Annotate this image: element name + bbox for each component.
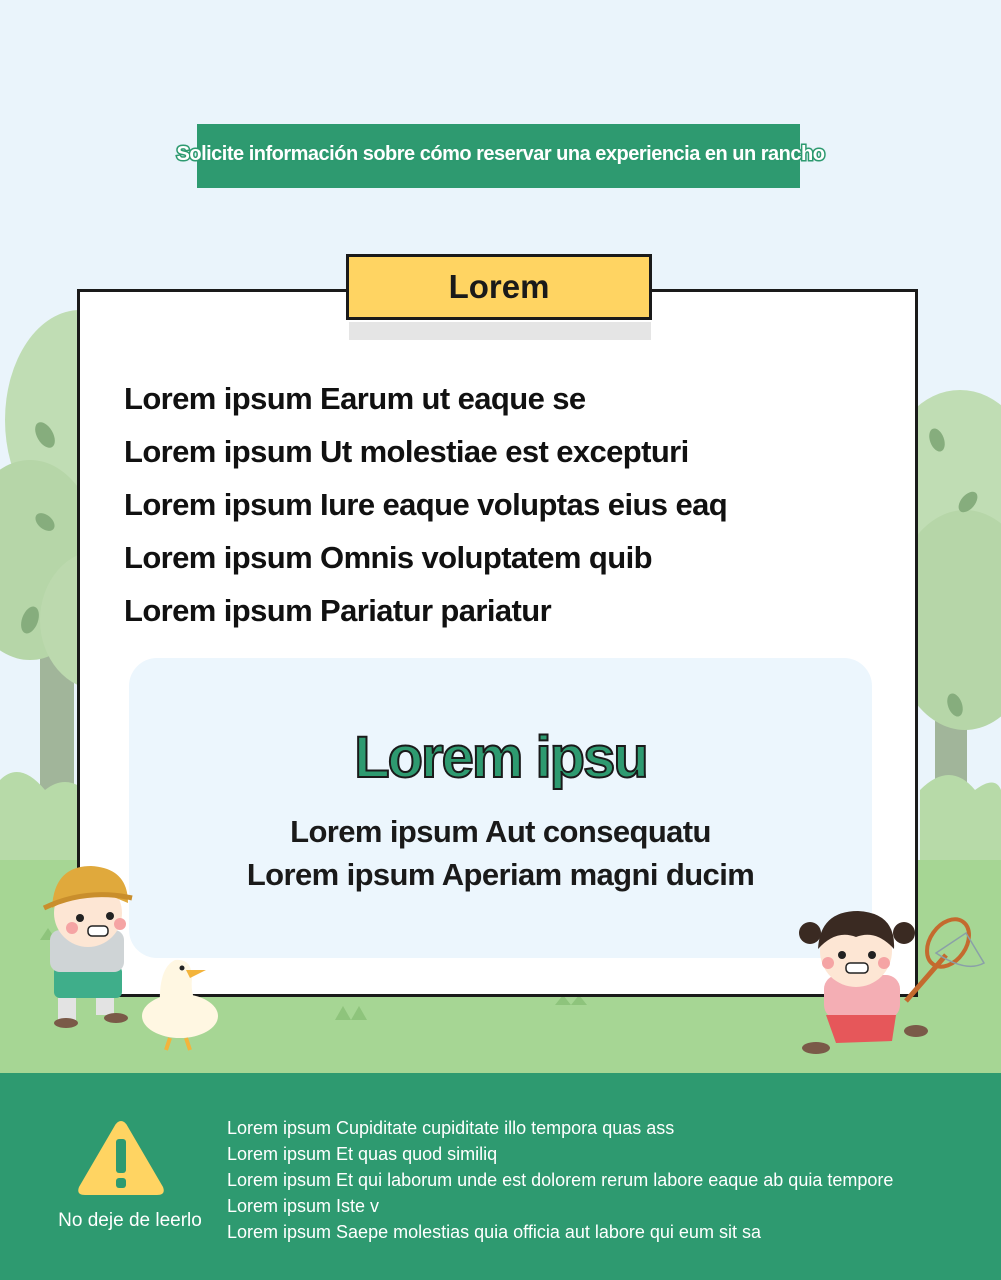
card-item-list <box>124 372 884 637</box>
card-tab-label: Lorem <box>346 254 652 320</box>
list-item: Lorem ipsum Pariatur pariatur <box>124 593 552 628</box>
boy-illustration <box>36 858 136 1028</box>
highlight-line: Lorem ipsum Aperiam magni ducim <box>246 857 755 892</box>
list-item: Lorem ipsum Earum ut eaque se <box>124 381 586 416</box>
banner-text: Solicite información sobre cómo reservar una experiencia en un rancho <box>176 143 825 165</box>
list-item: Lorem ipsum Iure eaque voluptas eius eaq <box>124 487 728 522</box>
list-item: Lorem ipsum Cupiditate cupiditate illo tempora quas ass <box>227 1118 675 1138</box>
duck-illustration <box>140 948 225 1053</box>
highlight-panel <box>129 658 872 958</box>
list-item: Lorem ipsum Iste v <box>227 1196 380 1216</box>
highlight-title: Lorem ipsu <box>354 725 647 790</box>
list-item: Lorem ipsum Saepe molestias quia officia aut labore qui eum sit sa <box>227 1222 761 1242</box>
girl-illustration <box>796 903 986 1063</box>
footer-notes <box>227 1115 893 1245</box>
highlight-line: Lorem ipsum Aut consequatu <box>290 814 711 849</box>
list-item: Lorem ipsum Ut molestiae est excepturi <box>124 434 689 469</box>
tab-shadow <box>349 322 651 340</box>
warning-label: No deje de leerlo <box>58 1210 202 1231</box>
list-item: Lorem ipsum Et quas quod similiq <box>227 1144 498 1164</box>
list-item: Lorem ipsum Omnis voluptatem quib <box>124 540 652 575</box>
list-item: Lorem ipsum Et qui laborum unde est dolorem rerum labore eaque ab quia tempore <box>227 1170 894 1190</box>
warning-icon <box>75 1115 167 1199</box>
